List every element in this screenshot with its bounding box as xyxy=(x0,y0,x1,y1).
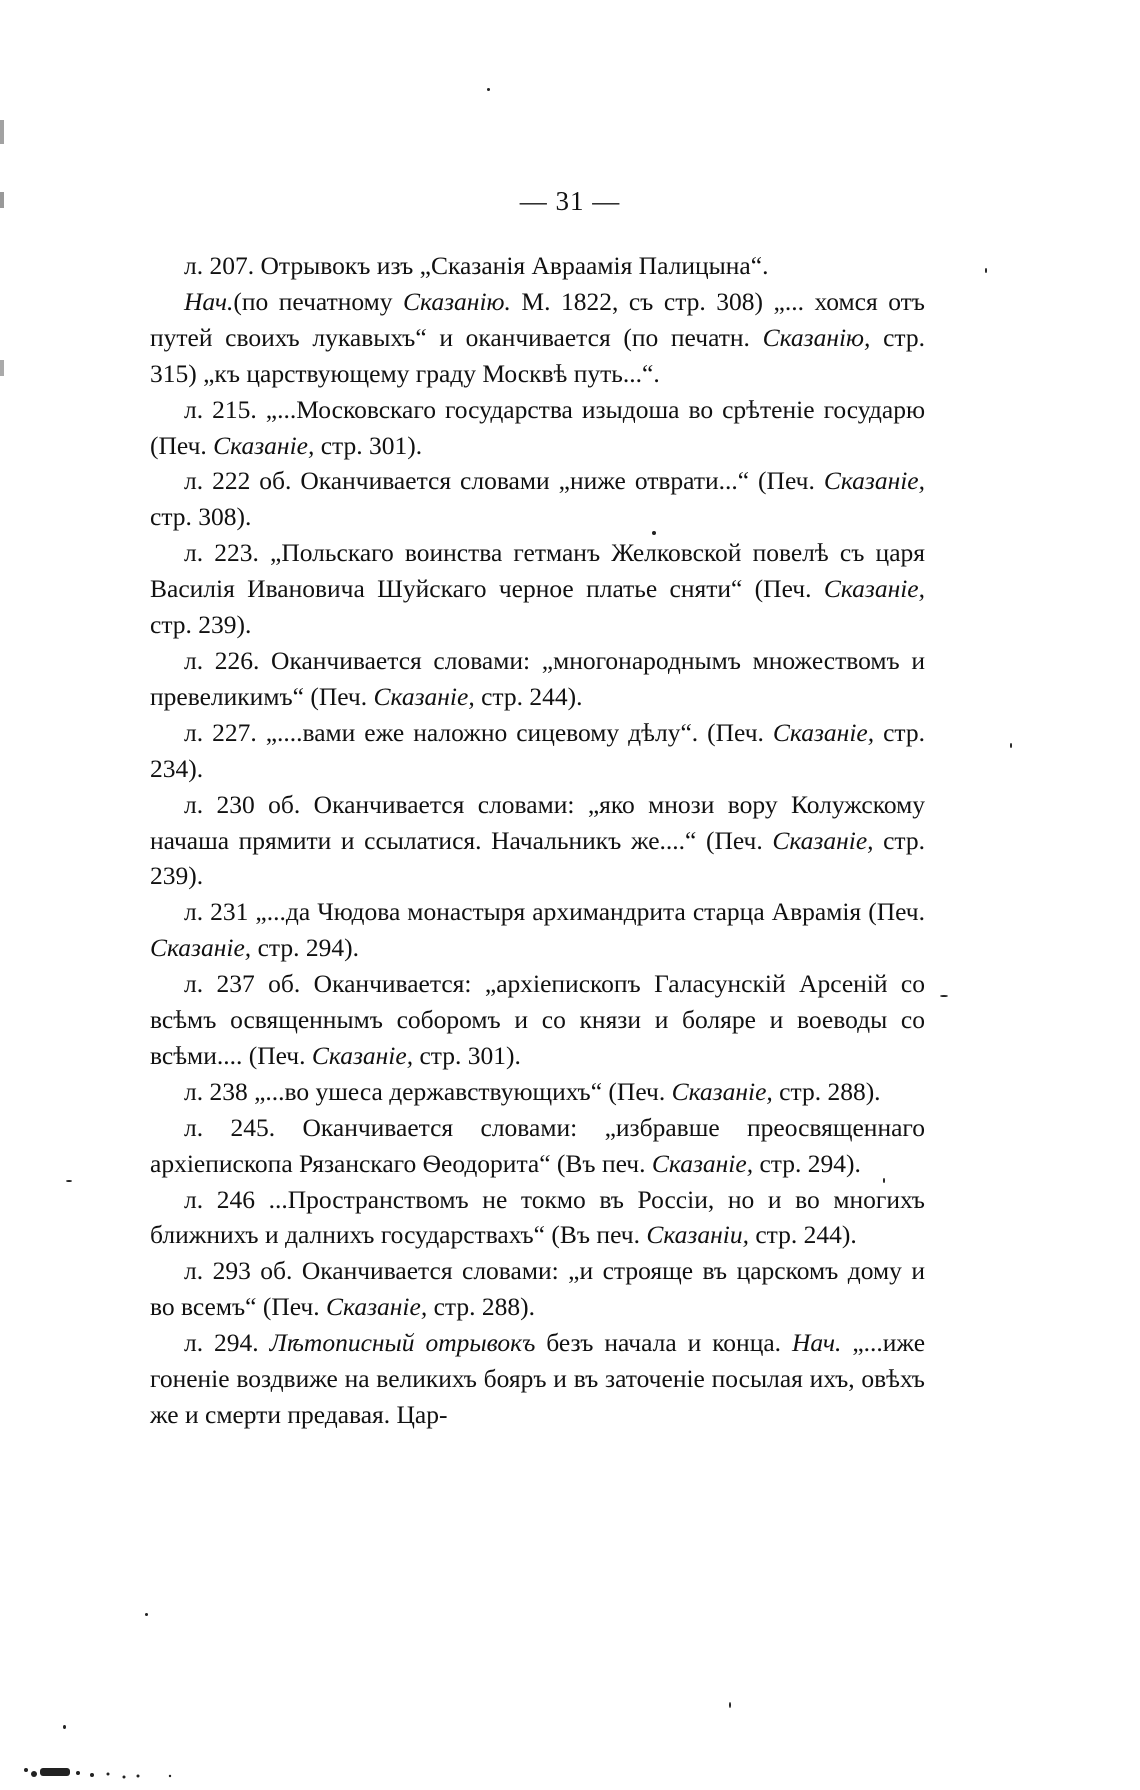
text-run: стр. 301). xyxy=(413,1040,521,1070)
italic-text-run: Нач. xyxy=(792,1328,842,1358)
scan-speck xyxy=(883,1178,885,1183)
scan-edge-mark xyxy=(0,120,4,520)
text-run: л. 294. xyxy=(184,1328,270,1358)
italic-text-run: Лѣтописный отрывокъ xyxy=(269,1328,536,1358)
scan-speck xyxy=(652,531,656,535)
italic-text-run: Сказаніе, xyxy=(150,933,252,963)
paragraph xyxy=(150,1325,925,1433)
scan-speck xyxy=(145,1613,148,1616)
text-run: л. 246 ...Пространствомъ не токмо въ Россіи, но и во многихъ ближнихъ и далнихъ государствахъ“ (Въ печ. xyxy=(150,1184,925,1250)
italic-text-run: Сказаніе, xyxy=(651,1148,754,1178)
text-run: стр. 315) „къ царствующему граду Москвѣ путь...“. xyxy=(150,322,925,388)
text-run: стр. 294). xyxy=(753,1148,861,1178)
scan-speck xyxy=(940,995,948,997)
text-run: л. 222 об. Оканчивается словами „ниже отврати...“ (Печ. xyxy=(184,466,824,496)
paragraph xyxy=(150,535,925,643)
italic-text-run: Сказаніе, xyxy=(213,430,315,460)
italic-text-run: Сказаніи, xyxy=(646,1220,749,1250)
page-number: — 31 — xyxy=(519,186,621,216)
paragraph xyxy=(150,1110,925,1182)
italic-text-run: Сказаніе, xyxy=(373,681,475,711)
paragraph xyxy=(150,392,925,464)
text-run: л. 231 „...да Чюдова монастыря архимандрита старца Аврамія (Печ. xyxy=(184,897,925,927)
italic-text-run: Сказаніе, xyxy=(823,574,925,604)
text-run: л. 238 „...во ушеса державствующихъ“ (Печ. xyxy=(184,1076,672,1106)
paragraph xyxy=(150,894,925,966)
paragraph xyxy=(150,248,925,284)
italic-text-run: Сказаніе, xyxy=(772,825,874,855)
text-run: стр. 308). xyxy=(150,502,252,532)
text-run: стр. 288). xyxy=(427,1292,535,1322)
paragraph xyxy=(150,1182,925,1254)
text-run: л. 245. Оканчивается словами: „избравше преосвященнаго архіепископа Рязанскаго Ѳеодорита“ (Въ печ. xyxy=(150,1112,925,1178)
text-run: стр. 244). xyxy=(748,1220,857,1250)
italic-text-run: Сказаніе, xyxy=(671,1076,773,1106)
italic-text-run: Сказанію. xyxy=(403,286,511,316)
text-run: л. 230 об. Оканчивается словами: „яко мнози вору Колужскому начаша прямити и ссылатися. Начальникъ же....“ (Печ. xyxy=(150,789,925,855)
text-run: л. 227. „....вами еже наложно сицевому дѣлу“. (Печ. xyxy=(184,717,773,747)
paragraph xyxy=(150,787,925,895)
text-run: (по печатному xyxy=(233,286,404,316)
scan-speck xyxy=(63,1725,66,1729)
text-run: „...иже гоненіе воздвиже на великихъ бояръ и въ заточеніе посылая ихъ, овѣхъ же и смерти предавая. Цар- xyxy=(150,1328,926,1429)
paragraph xyxy=(150,284,925,392)
body-text xyxy=(150,248,925,1433)
italic-text-run: Сказаніе, xyxy=(326,1292,428,1322)
text-run: стр. 301). xyxy=(314,430,423,460)
scan-dirt-mark xyxy=(20,1756,200,1782)
text-run: стр. 288). xyxy=(772,1076,881,1106)
text-run: стр. 239). xyxy=(150,610,252,640)
scan-speck xyxy=(487,88,490,91)
paragraph xyxy=(150,966,925,1074)
italic-text-run: Сказаніе, xyxy=(823,466,925,496)
paragraph xyxy=(150,1074,925,1110)
scan-speck xyxy=(66,1180,72,1182)
text-run: л. 207. Отрывокъ изъ „Сказанія Авраамія Палицына“. xyxy=(184,251,769,280)
scan-speck xyxy=(729,1702,731,1708)
text-run: М. 1822, съ стр. 308) „... хомся отъ путей своихъ лукавыхъ“ и оканчивается (по печатн. xyxy=(150,286,925,352)
text-run: л. 237 об. Оканчивается: „архіепископъ Галасунскій Арсеній со всѣмъ освященнымъ соборомъ и со князи и боляре и воеводы со всѣми.... (Печ. xyxy=(150,969,925,1070)
italic-text-run: Сказаніе, xyxy=(772,717,875,747)
text-run: л. 226. Оканчивается словами: „многонароднымъ множествомъ и превеликимъ“ (Печ. xyxy=(150,645,925,711)
text-run: стр. 239). xyxy=(150,825,925,891)
paragraph xyxy=(150,1253,925,1325)
text-run: стр. 244). xyxy=(474,681,583,711)
text-run: стр. 234). xyxy=(150,717,925,783)
paragraph xyxy=(150,643,925,715)
text-run: безъ начала и конца. xyxy=(535,1328,792,1358)
italic-text-run: Сказанію, xyxy=(762,322,871,352)
italic-text-run: Сказаніе, xyxy=(311,1040,414,1070)
paragraph xyxy=(150,715,925,787)
text-run: л. 215. „...Московскаго государства изыдоша во срѣтеніе государю (Печ. xyxy=(150,394,925,460)
scan-speck xyxy=(1010,743,1012,748)
text-run: л. 293 об. Оканчивается словами: „и строяще въ царскомъ дому и во всемъ“ (Печ. xyxy=(150,1256,925,1322)
paragraph xyxy=(150,463,925,535)
text-run: стр. 294). xyxy=(251,933,359,963)
text-run: л. 223. „Польскаго воинства гетманъ Желковской повелѣ съ царя Василія Ивановича Шуйскаго черное платье сняти“ (Печ. xyxy=(150,538,925,604)
italic-text-run: Нач. xyxy=(184,286,234,316)
scan-speck xyxy=(985,268,987,273)
